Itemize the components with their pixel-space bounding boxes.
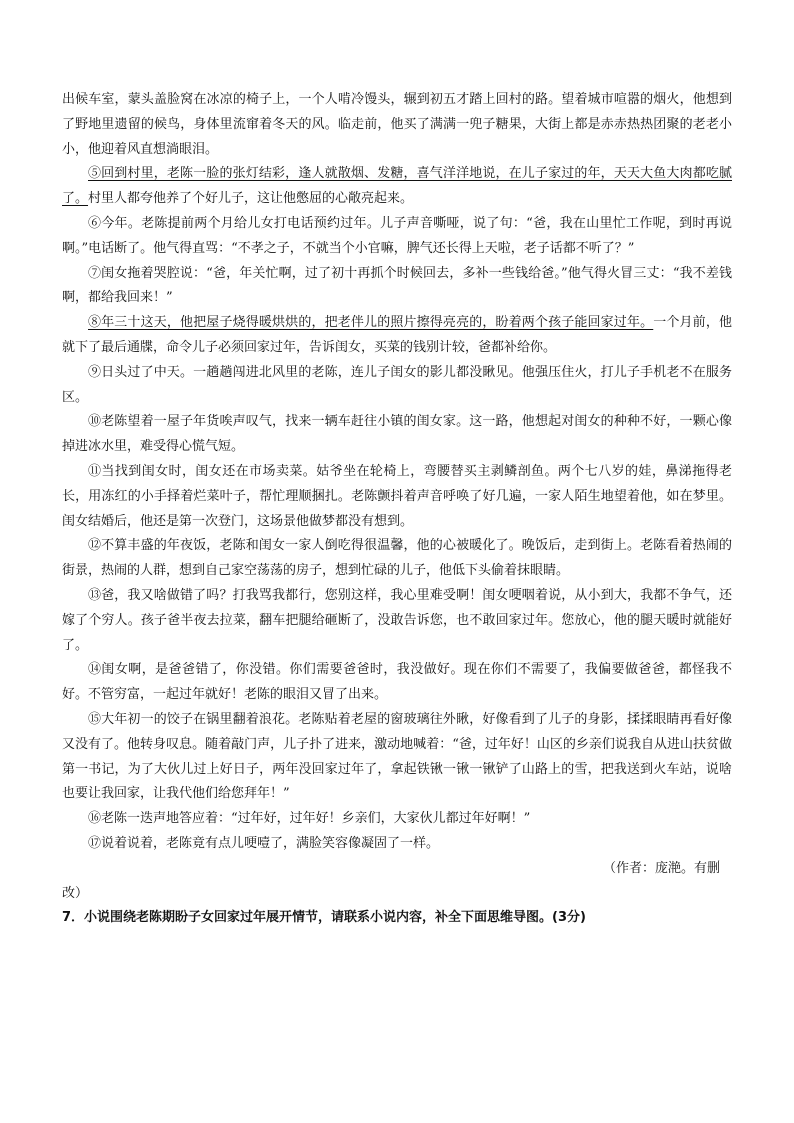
paragraph-8 [62, 311, 732, 361]
document-page [62, 88, 732, 931]
paragraph-15: ⑮大年初一的饺子在锅里翻着浪花。老陈贴着老屋的窗玻璃往外瞅，好像看到了儿子的身影，揉揉眼睛再看好像又没有了。他转身叹息。随着敲门声，儿子扑了进来，激动地喊着：“爸，过年好！山区的乡亲们说我自从进山扶贫做第一书记，为了大伙儿过上好日子，两年没回家过年了，拿起铁锹一锹一锹铲了山路上的雪，把我送到火车站，说啥也要让我回家，让我代他们给您拜年！” [62, 711, 732, 802]
paragraph-13: ⑬爸，我又啥做错了吗？打我骂我都行，您别这样，我心里难受啊！闺女哽咽着说，从小到大，我都不争气，还嫁了个穷人。孩子爸半夜去拉菜，翻车把腿给砸断了，没敢告诉您，也不敢回家过年。您放心，他的腿天暖时就能好了。 [62, 587, 732, 653]
paragraph-continuation: 出候车室，蒙头盖脸窝在冰凉的椅子上，一个人啃冷馒头，辗到初五才踏上回村的路。望着城市喧嚣的烟火，他想到了野地里遗留的候鸟，身体里流窜着冬天的风。临走前，他买了满满一兜子糖果，大街上都是赤赤热热团聚的老老小小，他迎着风直想淌眼泪。 [62, 92, 732, 157]
paragraph-14: ⑭闺女啊，是爸爸错了，你没错。你们需要爸爸时，我没做好。现在你们不需要了，我偏要做爸爸，都怪我不好。不管穷富，一起过年就好！老陈的眼泪又冒了出来。 [62, 662, 732, 703]
paragraph-rest: 村里人都夸他养了个好儿子，这让他憋屈的心敞亮起来。 [88, 191, 414, 207]
paragraph-10: ⑩老陈望着一屋子年货唉声叹气，找来一辆车赶往小镇的闺女家。这一路，他想起对闺女的种种不好，一颗心像掉进冰水里，难受得心慌气短。 [62, 414, 732, 455]
paragraph-7: ⑦闺女拖着哭腔说：“爸，年关忙啊，过了初十再抓个时候回去，多补一些钱给爸。”他气得火冒三丈：“我不差钱啊，都给我回来！” [62, 265, 732, 306]
paragraph-6: ⑥今年。老陈提前两个月给儿女打电话预约过年。儿子声音嘶哑，说了句：“爸，我在山里忙工作呢，到时再说啊。”电话断了。他气得直骂：“不孝之子，不就当个小官嘛，脾气还长得上天啦，老子话都不听了？” [62, 215, 732, 256]
author-credit-tail: 改） [62, 885, 89, 901]
paragraph-12: ⑫不算丰盛的年夜饭，老陈和闺女一家人倒吃得很温馨，他的心被暖化了。晚饭后，走到街上。老陈看着热闹的街景，热闹的人群，想到自己家空荡荡的房子，想到忙碌的儿子，他低下头偷着抹眼睛。 [62, 538, 732, 579]
paragraph-16: ⑯老陈一迭声地答应着：“过年好，过年好！乡亲们，大家伙儿都过年好啊！” [88, 811, 531, 827]
paragraph-11: ⑪当找到闺女时，闺女还在市场卖菜。姑爷坐在轮椅上，弯腰替买主剥鳞剖鱼。两个七八岁的娃，鼻涕拖得老长，用冻红的小手择着烂菜叶子，帮忙理顺捆扎。老陈颤抖着声音呼唤了好几遍，一家人陌生地望着他，如在梦里。闺女结婚后，他还是第一次登门，这场景他做梦都没有想到。 [62, 463, 732, 529]
author-credit: （作者：庞滟。有删 [602, 860, 720, 876]
question-7: 7．小说围绕老陈期盼子女回家过年展开情节，请联系小说内容，补全下面思维导图。(3分) [62, 910, 586, 926]
paragraph-5 [62, 162, 732, 212]
paragraph-17: ⑰说着说着，老陈竟有点儿哽噎了，满脸笑容像凝固了一样。 [88, 835, 440, 851]
paragraph-rest: 一个月前，他就下了最后通牒，命令儿子必须回家过年，告诉闺女，买菜的钱别计较，爸都补给你。 [62, 315, 732, 355]
paragraph-9: ⑨日头过了中天。一趟趟闯进北风里的老陈，连儿子闺女的影儿都没瞅见。他强压住火，打儿子手机老不在服务区。 [62, 364, 732, 405]
underlined-sentence: ⑤回到村里，老陈一脸的张灯结彩，逢人就散烟、发糖，喜气洋洋地说，在儿子家过的年，天天大鱼大肉都吃腻了。 [62, 166, 732, 207]
underlined-sentence: ⑧年三十这天，他把屋子烧得暖烘烘的，把老伴儿的照片擦得亮亮的，盼着两个孩子能回家过年。 [88, 315, 654, 331]
